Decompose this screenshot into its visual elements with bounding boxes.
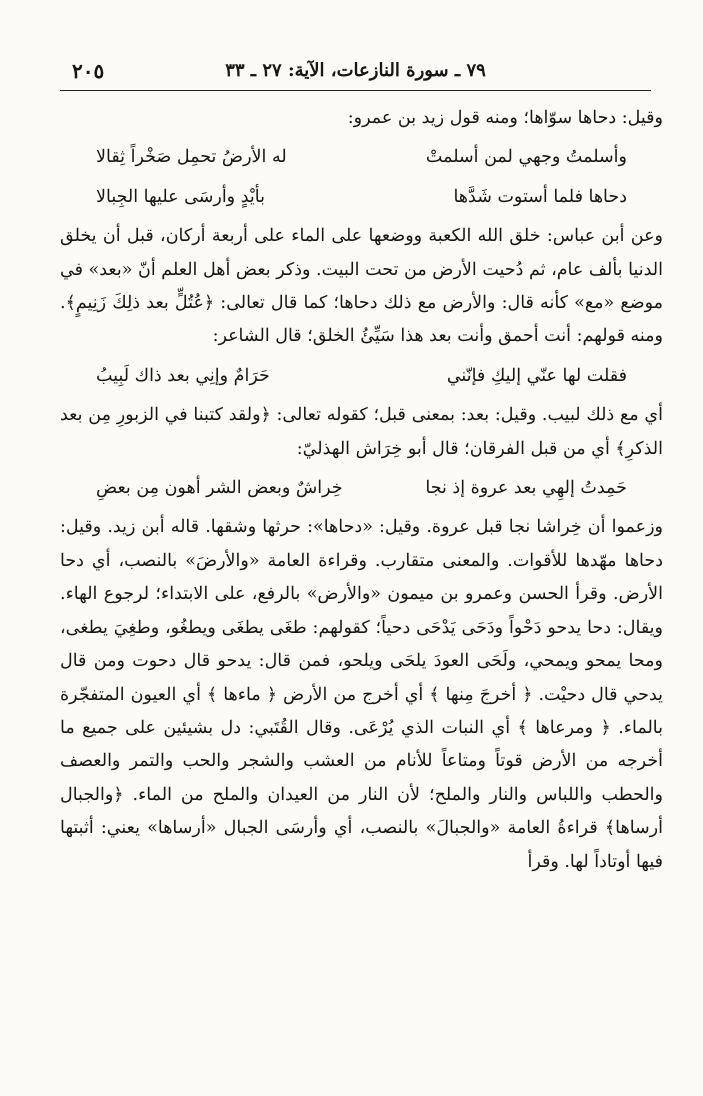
running-header (60, 56, 651, 86)
hemistich: خِراشٌ وبعض الشر أهون مِن بعضِ (96, 478, 343, 499)
verse-1-line-2 (60, 181, 663, 214)
hemistich: حَمِدتُ إلهِي بعد عروة إذ نجا (425, 478, 627, 499)
hemistich: وأسلمتُ وجهي لمن أسلمتْ (425, 147, 627, 168)
hemistich: دحاها فلما أستوت شَدَّها (453, 186, 627, 207)
paragraph: وعن أبن عباس: خلق الله الكعبة ووضعها على الماء على أربعة أركان، قبل أن يخلق الدنيا بألف عام، ثم دُحيت الأرض من تحت البيت. وذكر بعض أهل العلم أنّ «بعد» في موضع «مع» كأنه قال: والأرض مع ذلك دحاها؛ كما قال تعالى: ﴿عُتُلٍّ بعد ذلِكَ زَنِيمٍ﴾. ومنه قولهم: أنت أحمق وأنت بعد هذا سَيِّئُ الخلق؛ قال الشاعر: (60, 226, 663, 347)
hemistich: حَرَامٌ وإنِي بعد ذاك لَبِيبُ (96, 365, 270, 386)
paragraph: أي مع ذلك لبيب. وقيل: بعد: بمعنى قبل؛ كقوله تعالى: ﴿ولقد كتبنا في الزبورِ مِن بعد الذكرِ﴾ أي من قبل الفرقان؛ قال أبو خِرَاش الهذليّ: (60, 405, 663, 459)
verse-1-line-1 (60, 141, 663, 174)
verse-3 (60, 472, 663, 505)
page-number: ٢٠٥ (72, 59, 105, 83)
hemistich: بأيْدٍ وأرسَى عليها الجِبالا (96, 186, 265, 207)
intro-line: وقيل: دحاها سوّاها؛ ومنه قول زيد بن عمرو: (347, 108, 663, 128)
verse-2 (60, 360, 663, 393)
header-title: ٧٩ ـ سورة النازعات، الآية: ٢٧ ـ ٣٣ (225, 60, 486, 81)
hemistich: فقلت لها عنّي إليكِ فإنّني (446, 365, 627, 386)
hemistich: له الأرضُ تحمِل صَخْراً ثِقالا (96, 147, 287, 168)
header-rule (60, 90, 651, 91)
paragraph: وزعموا أن خِراشا نجا قبل عروة. وقيل: «دحاها»: حرثها وشقها. قاله أبن زيد. وقيل: دحاها مهّدها للأقوات. والمعنى متقارب. وقراءة العامة «والأرضَ» بالنصب، أي دحا الأرض. وقرأ الحسن وعمرو بن ميمون «والأرض» بالرفع، على الابتداء؛ لرجوع الهاء. ويقال: دحا يدحو دَحْواً ودَحَى يَدْحَى دحياً؛ كقولهم: طغَى يطغَى ويطغُو، وطغِيَ يطغى، ومحا يمحو ويمحي، ولَحَى العودَ يلحَى ويلحو، فمن قال: يدحو قال دحوت ومن قال يدحي قال دحيْت. ﴿ أخرجَ مِنها ﴾ أي أخرج من الأرض ﴿ ماءها ﴾ أي العيون المتفجّرة بالماء. ﴿ ومرعاها ﴾ أي النبات الذي يُرْعَى. وقال القُتَبي: دل بشيئين على جميع ما أخرجه من الأرض قوتاً ومتاعاً للأنام من العشب والشجر والحب والتمر والعصف والحطب واللباس والنار والملح؛ لأن النار من العيدان والملح من الماء. ﴿والجبال أرساها﴾ قراءةُ العامة «والجبالَ» بالنصب، أي وأرسَى الجبال «أرساها» يعني: أثبتها فيها أوتاداً لها. وقرأ (60, 517, 663, 872)
page-body (60, 102, 663, 879)
